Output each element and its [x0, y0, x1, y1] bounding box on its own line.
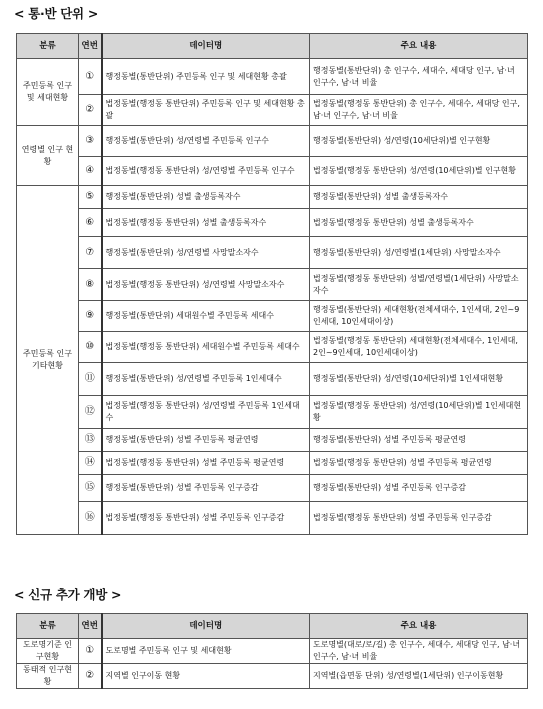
table-row: [17, 209, 528, 237]
data-name-cell: 지역별 인구이동 현황: [102, 664, 310, 689]
main-content-cell: 행정동별(통반단위) 성별 주민등록 평균연령: [310, 429, 528, 452]
table-row: [17, 475, 528, 502]
row-number: ⑥: [79, 209, 102, 237]
data-name-cell: 법정동별(행정동 통반단위) 성별 주민등록 평균연령: [102, 452, 310, 475]
main-content-cell: 법정동별(행정동 통반단위) 성/연령(10세단위)별 인구현황: [310, 157, 528, 186]
header-data-name: 데이터명: [102, 34, 310, 59]
main-content-cell: 법정동별(행정동 통반단위) 성/연령(10세단위)별 1인세대현황: [310, 396, 528, 429]
main-content-cell: 행정동별(통반단위) 성/연령(10세단위)별 1인세대현황: [310, 363, 528, 396]
table-row: [17, 452, 528, 475]
data-name-cell: 행정동별(통반단위) 성별 출생등록자수: [102, 186, 310, 209]
data-name-cell: 행정동별(통반단위) 성/연령별 주민등록 1인세대수: [102, 363, 310, 396]
category-cell: 도로명기준 인구현황: [17, 639, 79, 664]
row-number: ④: [79, 157, 102, 186]
data-name-cell: 행정동별(통반단위) 세대원수별 주민등록 세대수: [102, 301, 310, 332]
table-row: [17, 186, 528, 209]
section-title-tongban: < 통·반 단위 >: [14, 6, 99, 21]
main-content-cell: 법정동별(행정동 통반단위) 성별 주민등록 인구증감: [310, 502, 528, 535]
table-row: [17, 95, 528, 126]
table-row: [17, 59, 528, 95]
main-content-cell: 도로명별(대로/로/길) 총 인구수, 세대수, 세대당 인구, 남·녀 인구수, 남·녀 비율: [310, 639, 528, 664]
table-row: [17, 396, 528, 429]
category-cell: 동태적 인구현황: [17, 664, 79, 689]
header-category: 분류: [17, 614, 79, 639]
row-number: ⑤: [79, 186, 102, 209]
data-name-cell: 법정동별(행정동 통반단위) 성/연령별 주민등록 인구수: [102, 157, 310, 186]
row-number: ③: [79, 126, 102, 157]
main-content-cell: 행정동별(통반단위) 성별 출생등록자수: [310, 186, 528, 209]
main-content-cell: 행정동별(통반단위) 세대현황(전체세대수, 1인세대, 2인~9인세대, 10인세대이상): [310, 301, 528, 332]
row-number: ⑧: [79, 269, 102, 301]
main-content-cell: 지역별(읍면동 단위) 성/연령별(1세단위) 인구이동현황: [310, 664, 528, 689]
row-number: ⑦: [79, 237, 102, 269]
data-name-cell: 행정동별(통반단위) 성별 주민등록 인구증감: [102, 475, 310, 502]
table-row: [17, 332, 528, 363]
row-number: ⑬: [79, 429, 102, 452]
data-name-cell: 법정동별(행정동 통반단위) 성/연령별 주민등록 1인세대수: [102, 396, 310, 429]
row-number: ②: [79, 664, 102, 689]
main-content-cell: 법정동별(행정동 통반단위) 성별 출생등록자수: [310, 209, 528, 237]
header-category: 분류: [17, 34, 79, 59]
table-row: [17, 639, 528, 664]
table-row: [17, 363, 528, 396]
main-content-cell: 행정동별(통반단위) 총 인구수, 세대수, 세대당 인구, 남·녀 인구수, 남·녀 비율: [310, 59, 528, 95]
row-number: ⑯: [79, 502, 102, 535]
table-row: [17, 664, 528, 689]
data-name-cell: 법정동별(행정동 통반단위) 성별 출생등록자수: [102, 209, 310, 237]
data-name-cell: 도로명별 주민등록 인구 및 세대현황: [102, 639, 310, 664]
main-content-cell: 법정동별(행정동 통반단위) 총 인구수, 세대수, 세대당 인구, 남·녀 인구수, 남·녀 비율: [310, 95, 528, 126]
data-name-cell: 행정동별(통반단위) 성/연령별 사망말소자수: [102, 237, 310, 269]
row-number: ⑮: [79, 475, 102, 502]
main-content-cell: 행정동별(통반단위) 성/연령(10세단위)별 인구현황: [310, 126, 528, 157]
header-number: 연번: [79, 614, 102, 639]
table-row: [17, 237, 528, 269]
row-number: ①: [79, 639, 102, 664]
row-number: ②: [79, 95, 102, 126]
table-row: [17, 301, 528, 332]
table-row: [17, 429, 528, 452]
table-new-open: [16, 613, 528, 689]
row-number: ①: [79, 59, 102, 95]
header-data-name: 데이터명: [102, 614, 310, 639]
row-number: ⑫: [79, 396, 102, 429]
table-row: [17, 157, 528, 186]
header-main-content: 주요 내용: [310, 614, 528, 639]
row-number: ⑪: [79, 363, 102, 396]
data-name-cell: 행정동별(통반단위) 주민등록 인구 및 세대현황 총괄: [102, 59, 310, 95]
data-name-cell: 법정동별(행정동 통반단위) 성/연령별 사망말소자수: [102, 269, 310, 301]
row-number: ⑩: [79, 332, 102, 363]
row-number: ⑭: [79, 452, 102, 475]
table-row: [17, 269, 528, 301]
main-content-cell: 법정동별(행정동 통반단위) 세대현황(전체세대수, 1인세대, 2인~9인세대, 10인세대이상): [310, 332, 528, 363]
category-cell: 주민등록 인구 및 세대현황: [17, 59, 79, 126]
data-name-cell: 행정동별(통반단위) 성/연령별 주민등록 인구수: [102, 126, 310, 157]
category-cell: 연령별 인구 현황: [17, 126, 79, 186]
data-name-cell: 법정동별(행정동 통반단위) 주민등록 인구 및 세대현황 총괄: [102, 95, 310, 126]
main-content-cell: 법정동별(행정동 통반단위) 성별/연령별(1세단위) 사망말소자수: [310, 269, 528, 301]
table-tongban: [16, 33, 528, 535]
section-title-new-open: < 신규 추가 개방 >: [14, 587, 122, 602]
main-content-cell: 법정동별(행정동 통반단위) 성별 주민등록 평균연령: [310, 452, 528, 475]
table-row: [17, 502, 528, 535]
header-main-content: 주요 내용: [310, 34, 528, 59]
category-cell: 주민등록 인구 기타현황: [17, 186, 79, 535]
data-name-cell: 행정동별(통반단위) 성별 주민등록 평균연령: [102, 429, 310, 452]
table-row: [17, 126, 528, 157]
main-content-cell: 행정동별(통반단위) 성/연령별(1세단위) 사망말소자수: [310, 237, 528, 269]
data-name-cell: 법정동별(행정동 통반단위) 성별 주민등록 인구증감: [102, 502, 310, 535]
row-number: ⑨: [79, 301, 102, 332]
header-number: 연번: [79, 34, 102, 59]
data-name-cell: 법정동별(행정동 통반단위) 세대원수별 주민등록 세대수: [102, 332, 310, 363]
main-content-cell: 행정동별(통반단위) 성별 주민등록 인구증감: [310, 475, 528, 502]
